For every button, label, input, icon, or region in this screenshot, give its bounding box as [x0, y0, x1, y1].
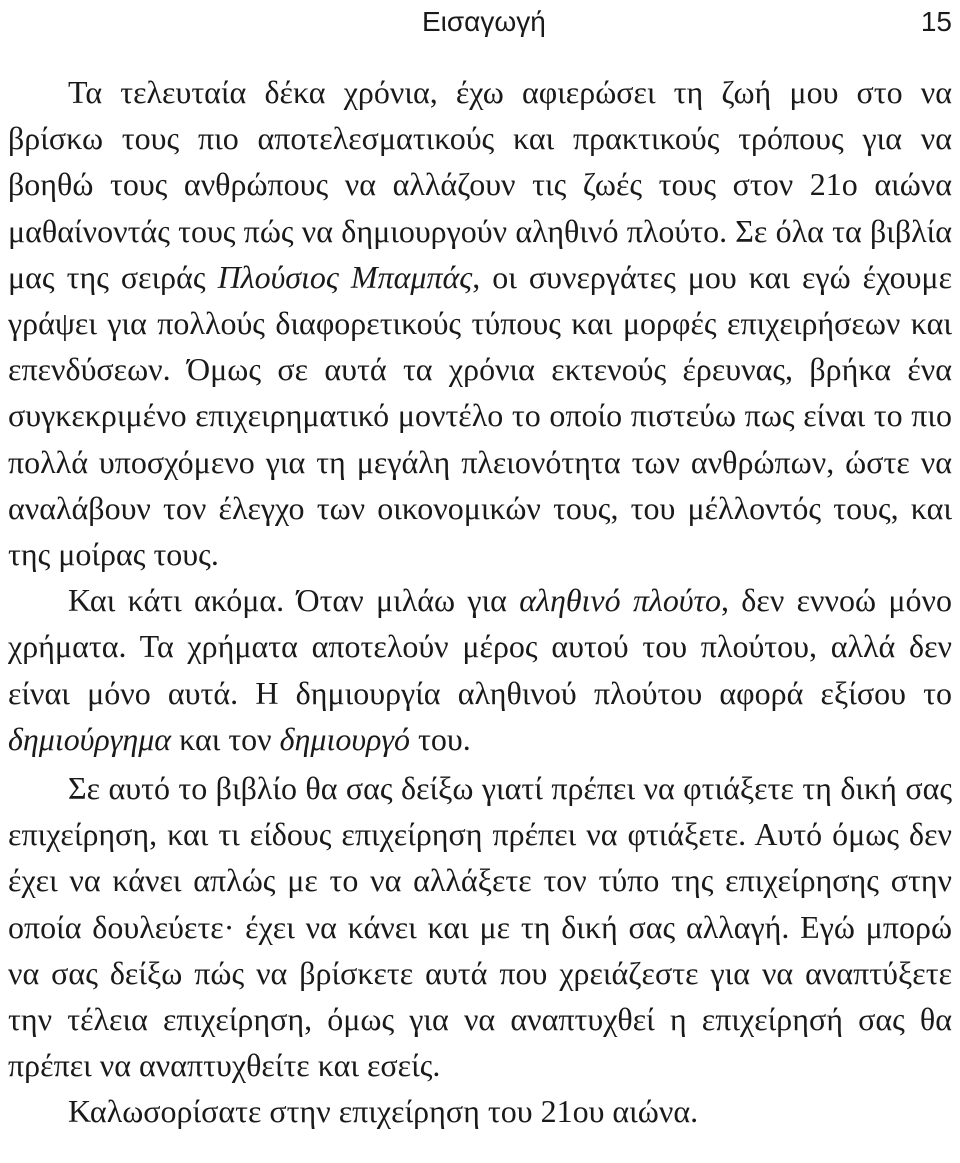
emphasis-creation: δημιούργημα: [8, 720, 172, 757]
paragraph-4-text: Καλωσορίσατε στην επιχείρηση του 21ου αιώνα.: [68, 1093, 699, 1130]
paragraph-2: [8, 577, 952, 762]
paragraph-1-text-b: , οι συνεργάτες μου και εγώ έχουμε γράψει για πολλούς διαφορετικούς τύπους και μορφές επιχειρήσεων και επενδύσεων. Όμως σε αυτά τα χρόνια εκτενούς έρευνας, βρήκα ένα συγκεκριμένο επιχειρηματικό μοντέλο το οποίο πιστεύω πως είναι το πιο πολλά υποσχόμενο για τη μεγάλη πλειονότητα των ανθρώπων, ώστε να αναλάβουν τον έλεγχο των οικονομικών τους, του μέλλοντός τους, και της μοίρας τους.: [8, 258, 953, 573]
chapter-title: Εισαγωγή: [422, 6, 546, 37]
body-text: [8, 69, 952, 1135]
paragraph-4: [8, 1088, 952, 1134]
paragraph-3-text: Σε αυτό το βιβλίο θα σας δείξω γιατί πρέπει να φτιάξετε τη δική σας επιχείρηση, και τι είδους επιχείρηση πρέπει να φτιάξετε. Αυτό όμως δεν έχει να κάνει απλώς με το να αλλάξετε τον τύπο της επιχείρησης στην οποία δουλεύετε· έχει να κάνει και με τη δική σας αλλαγή. Εγώ μπορώ να σας δείξω πώς να βρίσκετε αυτά που χρειάζεστε για να αναπτύξετε την τέλεια επιχείρηση, όμως για να αναπτυχθεί η επιχείρησή σας θα πρέπει να αναπτυχθείτε και εσείς.: [8, 770, 952, 1084]
paragraph-2-text-b: , δεν εννοώ μόνο χρήματα. Τα χρήματα αποτελούν μέρος αυτού του πλούτου, αλλά δεν είναι μόνο αυτά. Η δημιουργία αληθινού πλούτου αφορά εξίσου το: [8, 582, 953, 711]
paragraph-3: [8, 765, 952, 1088]
book-series-title: Πλούσιος Μπαμπάς: [217, 258, 473, 295]
paragraph-2-text-d: του.: [410, 720, 471, 757]
page-header: [0, 2, 960, 42]
page-number: 15: [920, 6, 952, 37]
emphasis-creator: δημιουργό: [279, 720, 410, 757]
paragraph-1: [8, 69, 952, 577]
paragraph-2-text-a: Και κάτι ακόμα. Όταν μιλάω για: [68, 582, 520, 619]
emphasis-real-wealth: αληθινό πλούτο: [519, 582, 721, 619]
paragraph-2-text-c: και τον: [171, 720, 280, 757]
paragraph-1-text-a: Τα τελευταία δέκα χρόνια, έχω αφιερώσει τη ζωή μου στο να βρίσκω τους πιο αποτελεσματικούς και πρακτικούς τρόπους για να βοηθώ τους ανθρώπους να αλλάζουν τις ζωές τους στον 21ο αιώνα μαθαίνοντάς τους πώς να δημιουργούν αληθινό πλούτο. Σε όλα τα βιβλία μας της σειράς: [8, 74, 952, 295]
